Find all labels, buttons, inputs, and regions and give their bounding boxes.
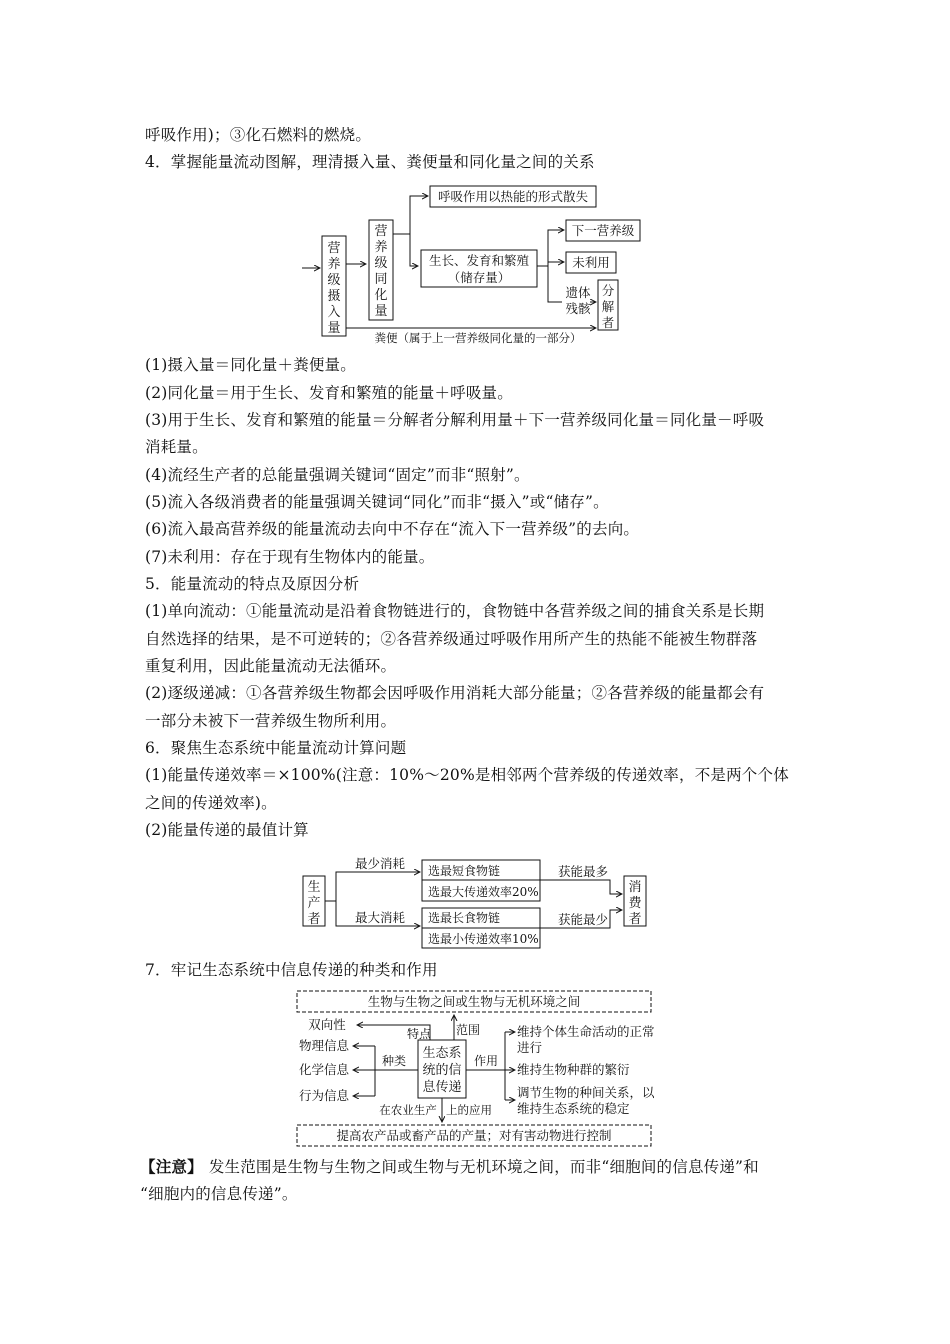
scope-box-label: 生物与生物之间或生物与无机环境之间 [367, 994, 581, 1009]
gain-most-label: 获能最多 [557, 864, 609, 879]
respiration-label: 呼吸作用以热能的形式散失 [437, 189, 589, 204]
unused-label: 未利用 [572, 255, 610, 270]
producer-char: 者 [307, 912, 321, 927]
role3-label: 调节生物的种间关系，以 [517, 1085, 655, 1100]
role3-label-2: 维持生态系统的稳定 [517, 1101, 630, 1116]
max-eff-label: 选最大传递效率20% [428, 885, 539, 899]
decomposer-char: 者 [601, 315, 615, 330]
chemical-label: 化学信息 [298, 1062, 350, 1077]
decomposer-char: 分 [601, 283, 615, 298]
section-heading-4: 4．掌握能量流动图解，理清摄入量、粪便量和同化量之间的关系 [145, 153, 595, 171]
center-label: 统的信 [422, 1063, 462, 1078]
text-line: (3)用于生长、发育和繁殖的能量＝分解者分解利用量＋下一营养级同化量＝同化量－呼吸 [145, 411, 765, 429]
producer-char: 产 [307, 896, 321, 911]
text-line: (1)摄入量＝同化量＋粪便量。 [145, 356, 356, 374]
arrow-min [325, 872, 420, 901]
role1-label: 维持个体生命活动的正常 [517, 1024, 655, 1039]
arrow-respiration [393, 196, 428, 234]
next-level-label: 下一营养级 [571, 223, 635, 238]
note-text: 发生范围是生物与生物之间或生物与无机环境之间，而非“细胞间的信息传递”和 [208, 1158, 759, 1176]
text-line: 自然选择的结果，是不可逆转的；②各营养级通过呼吸作用所产生的热能不能被生物群落 [145, 630, 758, 648]
behavior-label: 行为信息 [298, 1088, 350, 1103]
growth-label: 生长、发育和繁殖 [428, 253, 530, 268]
note-tag: 【注意】 [140, 1157, 203, 1176]
short-chain-label: 选最短食物链 [428, 864, 501, 878]
intake-char: 入 [327, 305, 341, 320]
intake-char: 养 [327, 257, 341, 272]
bidirectional-label: 双向性 [308, 1017, 346, 1032]
application-label: 在农业生产 [379, 1103, 437, 1117]
arrow-growth [393, 234, 418, 266]
center-label: 息传递 [422, 1080, 462, 1095]
min-eff-label: 选最小传递效率10% [428, 932, 539, 946]
text-line: 呼吸作用)；③化石燃料的燃烧。 [145, 126, 372, 144]
text-line: (2)能量传递的最值计算 [145, 821, 309, 839]
text-line: 之间的传递效率)。 [145, 794, 277, 812]
consumer-char: 者 [628, 912, 642, 927]
intake-char: 量 [327, 321, 341, 336]
text-line: “细胞内的信息传递”。 [140, 1185, 298, 1203]
text-line: 一部分未被下一营养级生物所利用。 [145, 712, 397, 730]
role1-label-2: 进行 [517, 1040, 543, 1055]
text-line: (1)能量传递效率＝×100%(注意：10%～20%是相邻两个营养级的传递效率，不是两个个体 [145, 766, 789, 784]
arrow-next-level [537, 230, 564, 266]
assim-char: 化 [374, 288, 388, 303]
remains-line [548, 266, 562, 302]
assim-char: 级 [374, 256, 388, 271]
text-line: (4)流经生产者的总能量强调关键词“固定”而非“照射”。 [145, 466, 530, 484]
scope-label: 范围 [455, 1023, 481, 1037]
info-transfer-diagram [295, 988, 655, 1148]
role2-label: 维持生物种群的繁衍 [517, 1062, 630, 1077]
min-consume-label: 最少消耗 [354, 856, 406, 871]
assim-char: 养 [374, 240, 388, 255]
text-line: (6)流入最高营养级的能量流动去向中不存在“流入下一营养级”的去向。 [145, 520, 640, 538]
assim-char: 营 [374, 224, 388, 239]
feature-label: 特点 [406, 1027, 432, 1041]
energy-flow-diagram [300, 182, 660, 347]
application-label-2: 上的应用 [446, 1103, 492, 1117]
assim-char: 量 [374, 304, 388, 319]
text-line: 重复利用，因此能量流动无法循环。 [145, 657, 397, 675]
text-line: (5)流入各级消费者的能量强调关键词“同化”而非“摄入”或“储存”。 [145, 493, 609, 511]
producer-char: 生 [307, 880, 321, 895]
remains-label-2: 残骸 [565, 301, 591, 316]
remains-label: 遗体 [565, 285, 591, 300]
arrow-gain-most [540, 880, 622, 894]
consumer-char: 费 [628, 896, 642, 911]
intake-char: 营 [327, 241, 341, 256]
gain-least-label: 获能最少 [557, 912, 609, 927]
text-line: (2)逐级递减：①各营养级生物都会因呼吸作用消耗大部分能量；②各营养级的能量都会有 [145, 684, 765, 702]
decomposer-char: 解 [601, 299, 615, 314]
center-label: 生态系 [422, 1046, 462, 1061]
consumer-char: 消 [628, 880, 642, 895]
note-line [140, 1157, 805, 1177]
bottom-box-label: 提高农产品或畜产品的产量；对有害动物进行控制 [336, 1128, 612, 1143]
role-label: 作用 [473, 1054, 499, 1068]
text-line: (2)同化量＝用于生长、发育和繁殖的能量＋呼吸量。 [145, 384, 513, 402]
feces-label: 粪便（属于上一营养级同化量的一部分） [374, 331, 582, 345]
physical-label: 物理信息 [298, 1038, 350, 1053]
energy-calc-diagram [300, 852, 650, 950]
section-heading-5: 5．能量流动的特点及原因分析 [145, 575, 360, 593]
text-line: 消耗量。 [145, 438, 208, 456]
section-heading-7: 7．牢记生态系统中信息传递的种类和作用 [145, 961, 438, 979]
growth-label-2: （储存量） [447, 270, 511, 285]
intake-char: 摄 [327, 289, 341, 304]
long-chain-label: 选最长食物链 [428, 911, 501, 925]
text-line: (1)单向流动：①能量流动是沿着食物链进行的，食物链中各营养级之间的捕食关系是长期 [145, 602, 765, 620]
intake-char: 级 [327, 273, 341, 288]
text-line: (7)未利用：存在于现有生物体内的能量。 [145, 548, 435, 566]
max-consume-label: 最大消耗 [354, 910, 406, 925]
kinds-label: 种类 [381, 1054, 407, 1068]
assim-char: 同 [374, 272, 388, 287]
section-heading-6: 6．聚焦生态系统中能量流动计算问题 [145, 739, 407, 757]
